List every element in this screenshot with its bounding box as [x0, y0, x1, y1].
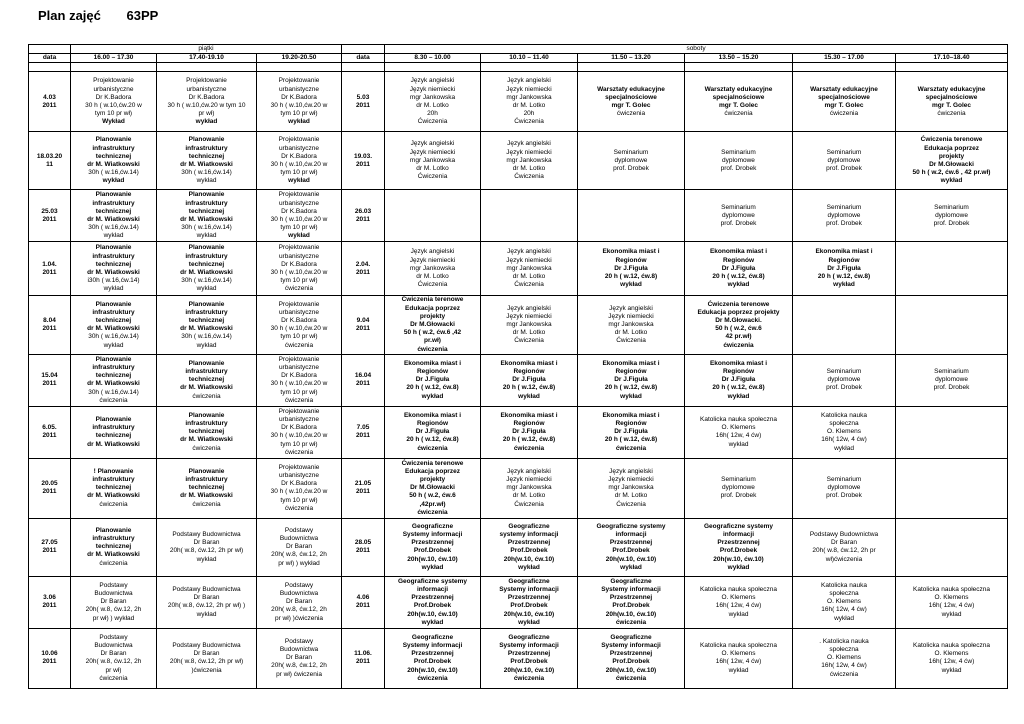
saturday-class-cell: Katolicka nauka społeczna O. Klemens 16h( 12w, 4 ćw) wykład [793, 406, 896, 458]
saturday-class-cell: Warsztaty edukacyjne specjalnościowe mgr T. Golec ćwiczenia [896, 72, 1008, 132]
friday-class-cell: Podstawy Budownictwa Dr Baran 20h( w.8, ćw.12, 2h pr wł) ćwiczenia [71, 628, 157, 688]
friday-class-cell: Planowanie infrastruktury technicznej dr M. Wiatkowski 30h ( w.16,ćw.14) wykład [157, 242, 257, 296]
schedule-row [29, 190, 1008, 242]
saturday-class-cell [896, 406, 1008, 458]
saturday-class-cell: . Katolicka nauka społeczna O. Klemens 16h( 12w, 4 ćw) ćwiczenia [793, 628, 896, 688]
saturday-class-cell: Ekonomika miast i Regionów Dr J.Figuła 20 h ( w.12, ćw.8) ćwiczenia [385, 406, 481, 458]
saturday-class-cell: Ekonomika miast i Regionów Dr J.Figuła 20 h ( w.12, ćw.8) ćwiczenia [481, 406, 578, 458]
saturday-class-cell: Ćwiczenia terenowe Edukacja poprzez projekty Dr M.Głowacki. 50 h ( w.2, ćw.6 42 pr.wł) ćwiczenia [685, 296, 793, 354]
saturday-class-cell: Ćwiczenia terenowe Edukacja poprzez projekty Dr M.Głowacki 50 h ( w.2, ćw.6 , 42 pr.wł) wykład [896, 132, 1008, 190]
saturday-class-cell: Geograficzne Systemy informacji Przestrzennej Prof.Drobek 20h(w.10, ćw.10) ćwiczenia [481, 628, 578, 688]
saturday-class-cell: Geograficzne Systemy informacji Przestrzennej Prof.Drobek 20h(w.10, ćw.10) ćwiczenia [578, 628, 685, 688]
saturday-class-cell: Ekonomika miast i Regionów Dr J.Figuła 20 h ( w.12, ćw.8) wykład [685, 242, 793, 296]
saturday-class-cell: Ekonomika miast i Regionów Dr J.Figuła 20 h ( w.12, ćw.8) wykład [578, 242, 685, 296]
friday-class-cell: Projektowanie urbanistyczne Dr K.Badora 30 h ( w.10,ćw.20 w tym 10 pr wł) ćwiczenia [257, 406, 342, 458]
header-sat-time: 13.50 – 15.20 [685, 54, 793, 63]
saturday-date: 9.04 2011 [342, 296, 385, 354]
friday-date: 8.04 2011 [29, 296, 71, 354]
saturday-date: 28.05 2011 [342, 518, 385, 576]
header-sat-time: 8.30 – 10.00 [385, 54, 481, 63]
saturday-class-cell: Ekonomika miast i Regionów Dr J.Figuła 20 h ( w.12, ćw.8) wykład [481, 354, 578, 406]
header-sat-time: 11.50 – 13.20 [578, 54, 685, 63]
header-date-sat: data [342, 54, 385, 63]
friday-date: 4.03 2011 [29, 72, 71, 132]
friday-date: 18.03.20 11 [29, 132, 71, 190]
schedule-row [29, 242, 1008, 296]
friday-class-cell: ! Planowanie infrastruktury technicznej dr M. Wiatkowski ćwiczenia [71, 458, 157, 518]
saturday-date: 7.05 2011 [342, 406, 385, 458]
page-title [38, 8, 158, 23]
saturday-date: 2.04. 2011 [342, 242, 385, 296]
saturday-class-cell: Geograficzne Systemy informacji Przestrzennej Prof.Drobek 20h(w.10, ćw.10) ćwiczenia [578, 576, 685, 628]
friday-class-cell: Planowanie infrastruktury technicznej dr M. Wiatkowski [71, 406, 157, 458]
schedule-row [29, 132, 1008, 190]
saturday-class-cell [896, 458, 1008, 518]
header-empty [29, 45, 71, 54]
saturday-class-cell: Geograficzne systemy informacji Przestrzennej Prof.Drobek 20h(w.10, ćw.10) wykład [578, 518, 685, 576]
header-fri-time: 19.20-20.50 [257, 54, 342, 63]
saturday-class-cell: Język angielski Język niemiecki mgr Jankowska dr M. Lotko Ćwiczenia [481, 242, 578, 296]
header-sat-time: 10.10 – 11.40 [481, 54, 578, 63]
schedule-row [29, 406, 1008, 458]
saturday-class-cell: Ekonomika miast i Regionów Dr J.Figuła 20 h ( w.12, ćw.8) wykład [685, 354, 793, 406]
saturday-class-cell [793, 296, 896, 354]
header-row-days [29, 45, 1008, 54]
saturday-class-cell: Geograficzne Systemy informacji Przestrzennej Prof.Drobek 20h(w.10, ćw.10) ćwiczenia [385, 628, 481, 688]
friday-class-cell: Podstawy Budownictwa Dr Baran 20h( w.8, ćw.12, 2h pr wł) ) wykład [157, 576, 257, 628]
friday-class-cell: Podstawy Budownictwa Dr Baran 20h( w.8, ćw.12, 2h pr wł) )ćwiczenia [157, 628, 257, 688]
saturday-class-cell [481, 190, 578, 242]
friday-class-cell: Projektowanie urbanistyczne Dr K.Badora 30 h ( w.10,ćw.20 w tym 10 pr wł) wykład [257, 72, 342, 132]
friday-class-cell: Podstawy Budownictwa Dr Baran 20h( w.8, ćw.12, 2h pr wł) ) wykład [71, 576, 157, 628]
saturday-date: 11.06. 2011 [342, 628, 385, 688]
friday-class-cell: Planowanie infrastruktury technicznej dr M. Wiatkowski 30h ( w.16,ćw.14) ćwiczenia [71, 354, 157, 406]
saturday-class-cell: Warsztaty edukacyjne specjalnościowe mgr T. Golec ćwiczenia [793, 72, 896, 132]
saturday-class-cell: Warsztaty edukacyjne specjalnościowe mgr T. Golec ćwiczenia [578, 72, 685, 132]
schedule-row [29, 354, 1008, 406]
saturday-class-cell: Katolicka nauka społeczna O. Klemens 16h( 12w, 4 ćw) wykład [685, 628, 793, 688]
saturday-date: 5.03 2011 [342, 72, 385, 132]
header-date-fri: data [29, 54, 71, 63]
header-sat-time: 17.10–18.40 [896, 54, 1008, 63]
saturday-class-cell [578, 190, 685, 242]
spacer-row [29, 63, 1008, 72]
friday-class-cell: Projektowanie urbanistyczne Dr K.Badora 30 h ( w.10,ćw.20 w tym 10 pr wł) ćwiczenia [257, 296, 342, 354]
friday-class-cell: Projektowanie urbanistyczne Dr K.Badora 30 h ( w.10,ćw.20 w tym 10 pr wł) ćwiczenia [257, 242, 342, 296]
saturday-class-cell: Ekonomika miast i Regionów Dr J.Figuła 20 h ( w.12, ćw.8) wykład [385, 354, 481, 406]
header-empty [342, 45, 385, 54]
friday-class-cell: Planowanie infrastruktury technicznej dr M. Wiatkowski ćwiczenia [157, 354, 257, 406]
friday-class-cell: Projektowanie urbanistyczne Dr K.Badora 30 h ( w.10,ćw.20 w tym 10 pr wł) ćwiczenia [257, 354, 342, 406]
friday-class-cell: Podstawy Budownictwa Dr Baran 20h( w.8, ćw.12, 2h pr wł) ćwiczenia [257, 628, 342, 688]
header-fri-time: 17.40-19.10 [157, 54, 257, 63]
saturday-class-cell [385, 190, 481, 242]
saturday-class-cell: Geograficzne Systemy informacji Przestrzennej Prof.Drobek 20h(w.10, ćw.10) wykład [385, 518, 481, 576]
friday-class-cell: Planowanie infrastruktury technicznej dr M. Wiatkowski 30h ( w.16,ćw.14) wykład [157, 132, 257, 190]
friday-date: 3.06 2011 [29, 576, 71, 628]
friday-class-cell: Podstawy Budownictwa Dr Baran 20h( w.8, ćw.12, 2h pr wł) )ćwiczenia [257, 576, 342, 628]
saturday-class-cell: Język angielski Język niemiecki mgr Jankowska dr M. Lotko Ćwiczenia [385, 132, 481, 190]
friday-class-cell: Planowanie infrastruktury technicznej dr M. Wiatkowski 30h ( w.16,ćw.14) wykład [71, 190, 157, 242]
saturday-class-cell: Geograficzne systemy informacji Przestrzennej Prof.Drobek 20h(w.10, ćw.10) wykład [481, 518, 578, 576]
saturday-class-cell: Seminarium dyplomowe prof. Drobek [793, 458, 896, 518]
friday-class-cell: Projektowanie urbanistyczne Dr K.Badora 30 h ( w.10,ćw.20 w tym 10 pr wł) wykład [257, 132, 342, 190]
saturday-class-cell: Język angielski Język niemiecki mgr Jankowska dr M. Lotko Ćwiczenia [481, 296, 578, 354]
schedule-row [29, 458, 1008, 518]
saturday-class-cell: Język angielski Język niemiecki mgr Jankowska dr M. Lotko Ćwiczenia [578, 296, 685, 354]
saturday-class-cell: Seminarium dyplomowe prof. Drobek [793, 190, 896, 242]
saturday-class-cell [896, 242, 1008, 296]
saturday-class-cell: Katolicka nauka społeczna O. Klemens 16h( 12w, 4 ćw) wykład [896, 628, 1008, 688]
friday-class-cell: Planowanie infrastruktury technicznej dr M. Wiatkowski ćwiczenia [71, 518, 157, 576]
header-saturdays: soboty [385, 45, 1008, 54]
saturday-class-cell: Katolicka nauka społeczna O. Klemens 16h( 12w, 4 ćw) wykład [896, 576, 1008, 628]
friday-class-cell: Projektowanie urbanistyczne Dr K.Badora 30 h ( w.10,ćw.20 w tym 10 pr wł) ćwiczenia [257, 458, 342, 518]
friday-class-cell: Planowanie infrastruktury technicznej dr M. Wiatkowski 30h ( w.16,ćw.14) wykład [157, 190, 257, 242]
schedule-row [29, 628, 1008, 688]
saturday-class-cell [896, 296, 1008, 354]
saturday-class-cell: Seminarium dyplomowe prof. Drobek [685, 458, 793, 518]
schedule-row [29, 72, 1008, 132]
saturday-class-cell: Ćwiczenia terenowe Edukacja poprzez projekty Dr M.Głowacki 50 h ( w.2, ćw.6 ,42pr.wł) ćwiczenia [385, 458, 481, 518]
friday-date: 20.05 2011 [29, 458, 71, 518]
schedule-row [29, 576, 1008, 628]
saturday-class-cell: Język angielski Język niemiecki mgr Jankowska dr M. Lotko Ćwiczenia [481, 458, 578, 518]
saturday-class-cell: Seminarium dyplomowe prof. Drobek [896, 354, 1008, 406]
schedule-row [29, 296, 1008, 354]
friday-class-cell: Planowanie infrastruktury technicznej dr M. Wiatkowski 30h ( w.16,ćw.14) wykład [157, 296, 257, 354]
saturday-class-cell: Język angielski Język niemiecki mgr Jankowska dr M. Lotko 20h Ćwiczenia [481, 72, 578, 132]
friday-class-cell: Projektowanie urbanistyczne Dr K.Badora 30 h ( w.10,ćw.20 w tym 10 pr wł) wykład [157, 72, 257, 132]
saturday-class-cell [896, 518, 1008, 576]
saturday-class-cell: Seminarium dyplomowe prof. Drobek [793, 132, 896, 190]
friday-date: 25.03 2011 [29, 190, 71, 242]
saturday-class-cell: Geograficzne systemy informacji Przestrzennej Prof.Drobek 20h(w.10, ćw.10) wykład [385, 576, 481, 628]
saturday-class-cell: Katolicka nauka społeczna O. Klemens 16h( 12w, 4 ćw) wykład [685, 406, 793, 458]
saturday-date: 26.03 2011 [342, 190, 385, 242]
saturday-class-cell: Język angielski Język niemiecki mgr Jankowska dr M. Lotko Ćwiczenia [481, 132, 578, 190]
friday-date: 10.06 2011 [29, 628, 71, 688]
schedule-row [29, 518, 1008, 576]
saturday-class-cell: Warsztaty edukacyjne specjalnościowe mgr T. Golec ćwiczenia [685, 72, 793, 132]
saturday-class-cell: Seminarium dyplomowe prof. Drobek [685, 190, 793, 242]
saturday-class-cell: Język angielski Język niemiecki mgr Jankowska dr M. Lotko Ćwiczenia [578, 458, 685, 518]
title-code: 63PP [126, 8, 159, 23]
saturday-class-cell: Podstawy Budownictwa Dr Baran 20h( w.8, ćw.12, 2h pr wł)ćwiczenia [793, 518, 896, 576]
saturday-class-cell: Ekonomika miast i Regionów Dr J.Figuła 20 h ( w.12, ćw.8) wykład [793, 242, 896, 296]
saturday-class-cell: Geograficzne Systemy informacji Przestrzennej Prof.Drobek 20h(w.10, ćw.10) wykład [481, 576, 578, 628]
saturday-class-cell: Seminarium dyplomowe prof. Drobek [578, 132, 685, 190]
friday-class-cell: Podstawy Budownictwa Dr Baran 20h( w.8, ćw.12, 2h pr wł) wykład [157, 518, 257, 576]
saturday-class-cell: Ekonomika miast i Regionów Dr J.Figuła 20 h ( w.12, ćw.8) wykład [578, 354, 685, 406]
header-sat-time: 15.30 – 17.00 [793, 54, 896, 63]
saturday-class-cell: Ekonomika miast i Regionów Dr J.Figuła 20 h ( w.12, ćw.8) ćwiczenia [578, 406, 685, 458]
title-name: Plan zajęć [38, 8, 101, 23]
friday-date: 27.05 2011 [29, 518, 71, 576]
friday-class-cell: Projektowanie urbanistyczne Dr K.Badora 30 h ( w.10,ćw.20 w tym 10 pr wł) wykład [257, 190, 342, 242]
saturday-class-cell: Seminarium dyplomowe prof. Drobek [896, 190, 1008, 242]
header-row-times [29, 54, 1008, 63]
friday-class-cell: Planowanie infrastruktury technicznej dr M. Wiatkowski ćwiczenia [157, 458, 257, 518]
saturday-date: 21.05 2011 [342, 458, 385, 518]
saturday-class-cell: Język angielski Język niemiecki mgr Jankowska dr M. Lotko 20h Ćwiczenia [385, 72, 481, 132]
friday-date: 1.04. 2011 [29, 242, 71, 296]
saturday-class-cell: Seminarium dyplomowe prof. Drobek [793, 354, 896, 406]
friday-date: 15.04 2011 [29, 354, 71, 406]
saturday-class-cell: Ćwiczenia terenowe Edukacja poprzez projekty Dr M.Głowacki 50 h ( w.2, ćw.6 ,42 pr.wł) ćwiczenia [385, 296, 481, 354]
friday-class-cell: Planowanie infrastruktury technicznej dr M. Wiatkowski i30h ( w.16,ćw.14) wykład [71, 242, 157, 296]
saturday-date: 19.03. 2011 [342, 132, 385, 190]
saturday-date: 16.04 2011 [342, 354, 385, 406]
saturday-class-cell: Język angielski Język niemiecki mgr Jankowska dr M. Lotko Ćwiczenia [385, 242, 481, 296]
header-fridays: piątki [71, 45, 342, 54]
friday-class-cell: Projektowanie urbanistyczne Dr K.Badora 30 h ( w.10,ćw.20 w tym 10 pr wł) Wykład [71, 72, 157, 132]
header-fri-time: 16.00 – 17.30 [71, 54, 157, 63]
saturday-class-cell: Seminarium dyplomowe prof. Drobek [685, 132, 793, 190]
friday-class-cell: Planowanie infrastruktury technicznej dr M. Wiatkowski 30h ( w.16,ćw.14) wykład [71, 296, 157, 354]
friday-class-cell: Planowanie infrastruktury technicznej dr M. Wiatkowski ćwiczenia [157, 406, 257, 458]
schedule-table [28, 44, 1008, 689]
saturday-date: 4.06 2011 [342, 576, 385, 628]
saturday-class-cell: Geograficzne systemy informacji Przestrzennej Prof.Drobek 20h(w.10, ćw.10) wykład [685, 518, 793, 576]
saturday-class-cell: Katolicka nauka społeczna O. Klemens 16h( 12w, 4 ćw) wykład [793, 576, 896, 628]
friday-class-cell: Planowanie infrastruktury technicznej dr M. Wiatkowski 30h ( w.16,ćw.14) wykład [71, 132, 157, 190]
saturday-class-cell: Katolicka nauka społeczna O. Klemens 16h( 12w, 4 ćw) wykład [685, 576, 793, 628]
friday-date: 6.05. 2011 [29, 406, 71, 458]
friday-class-cell: Podstawy Budownictwa Dr Baran 20h( w.8, ćw.12, 2h pr wł) ) wykład [257, 518, 342, 576]
